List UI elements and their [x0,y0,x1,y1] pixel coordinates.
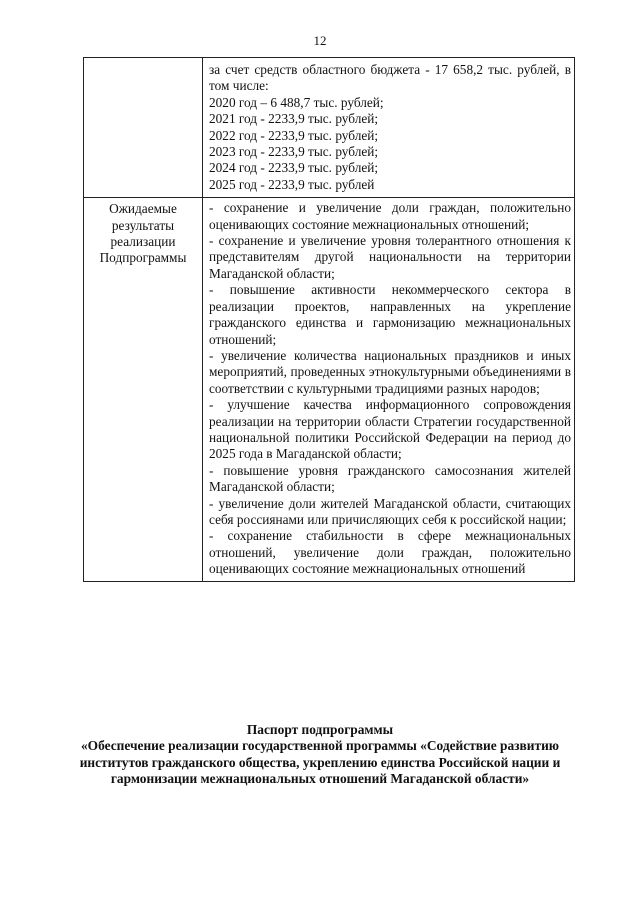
page-number: 12 [313,33,327,48]
heading-subtitle: «Обеспечение реализации государственной программы «Содействие развитию институтов гражданского общества, укреплению единства Российской нации и гармонизации межнациональных отношений Магаданской области» [79,738,561,787]
result-item: - увеличение доли жителей Магаданской области, считающих себя россиянами или причисляющих себя к российской нации; [209,495,571,527]
result-item: - повышение уровня гражданского самосознания жителей Магаданской области; [209,462,571,495]
result-item: - повышение активности некоммерческого сектора в реализации проектов, направленных на укрепление гражданского единства и гармонизацию межнациональных отношений; [209,282,571,347]
funding-line: 2025 год - 2233,9 тыс. рублей [209,176,375,192]
funding-line: 2021 год - 2233,9 тыс. рублей; [209,111,379,127]
funding-line: 2022 год - 2233,9 тыс. рублей; [209,127,379,143]
funding-line: 2024 год - 2233,9 тыс. рублей; [209,160,379,176]
result-item: - увеличение количества национальных праздников и иных мероприятий, проведенных этнокультурными объединениями в соответствии с культурными традициями разных народов; [209,347,571,396]
result-item: - сохранение и увеличение доли граждан, положительно оценивающих состояние межнациональных отношений; [209,200,571,232]
result-item: - сохранение и увеличение уровня толерантного отношения к представителям другой национальности на территории Магаданской области; [209,233,571,281]
heading-title: Паспорт подпрограммы [246,722,394,737]
funding-content-cell [203,58,575,198]
funding-line: 2020 год – 6 488,7 тыс. рублей; [209,94,384,110]
results-row [84,198,575,581]
results-label-cell: Ожидаемые результаты реализации Подпрограммы [84,198,203,581]
funding-line: 2023 год - 2233,9 тыс. рублей; [209,144,379,160]
funding-row [84,58,575,198]
subprogram-heading [60,722,580,788]
result-item: - улучшение качества информационного сопровождения реализации на территории области Стратегии государственной национальной политики Российской Федерации на период до 2025 года в Магаданской области; [209,397,571,462]
results-content-cell [203,198,575,581]
funding-line: за счет средств областного бюджета - 17 658,2 тыс. рублей, в том числе: [209,62,571,94]
funding-label-cell [84,58,203,198]
result-item: - сохранение стабильности в сфере межнациональных отношений, увеличение доли граждан, положительно оценивающих состояние межнациональных отношений [209,528,571,577]
passport-table [83,57,575,582]
